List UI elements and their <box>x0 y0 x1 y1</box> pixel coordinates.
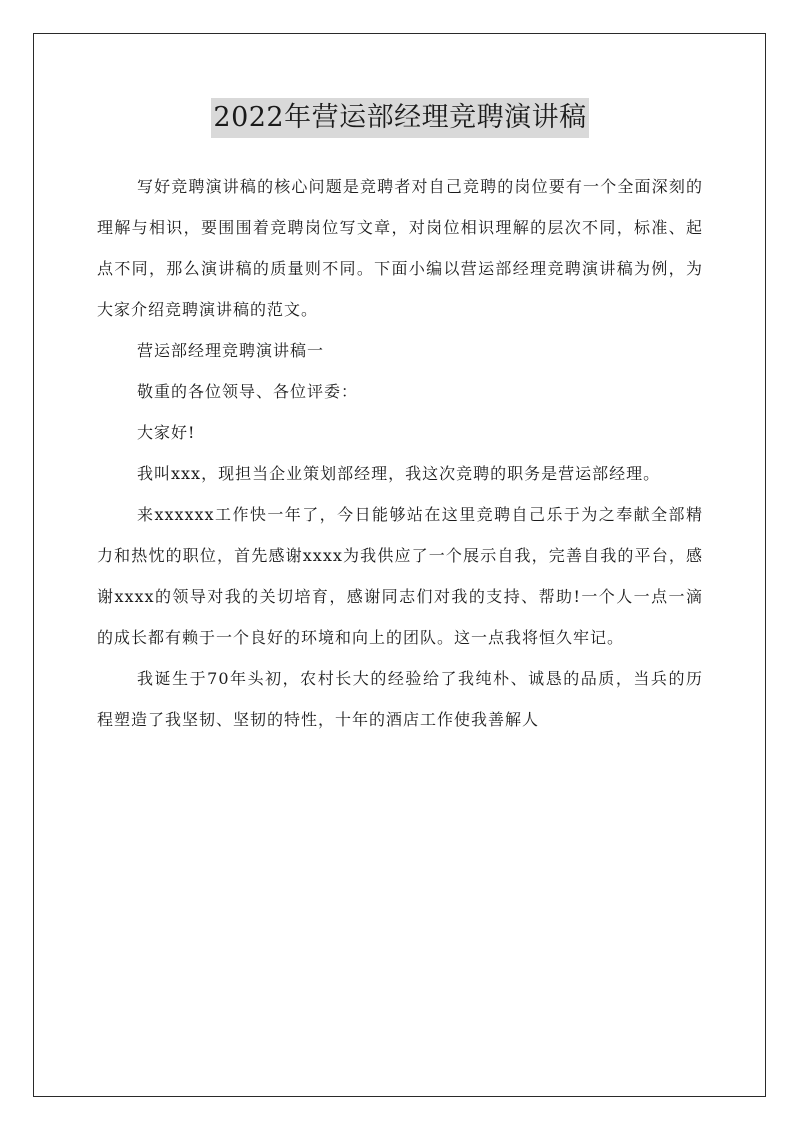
paragraph-section-heading: 营运部经理竞聘演讲稿一 <box>137 341 325 360</box>
paragraph-gratitude: 来xxxxxx工作快一年了，今日能够站在这里竞聘自己乐于为之奉献全部精力和热忱的职位，首先感谢xxxx为我供应了一个展示自我，完善自我的平台，感谢xxxx的领导对我的关切培育，感谢同志们对我的支持、帮助!一个人一点一滴的成长都有赖于一个良好的环境和向上的团队。这一点我将恒久牢记。 <box>97 505 703 647</box>
paragraph-background: 我诞生于70年头初，农村长大的经验给了我纯朴、诚恳的品质，当兵的历程塑造了我坚韧、坚韧的特性，十年的酒店工作使我善解人 <box>97 669 703 729</box>
paragraph-salutation: 敬重的各位领导、各位评委： <box>137 382 359 401</box>
document-title: 2022年营运部经理竞聘演讲稿 <box>211 98 588 138</box>
document-body <box>97 166 703 740</box>
title-container <box>0 98 800 138</box>
paragraph-self-introduction: 我叫xxx，现担当企业策划部经理，我这次竞聘的职务是营运部经理。 <box>137 464 661 483</box>
paragraph-greeting: 大家好! <box>137 423 196 442</box>
paragraph-intro: 写好竞聘演讲稿的核心问题是竞聘者对自己竞聘的岗位要有一个全面深刻的理解与相识，要围围着竞聘岗位写文章，对岗位相识理解的层次不同，标准、起点不同，那么演讲稿的质量则不同。下面小编以营运部经理竞聘演讲稿为例，为大家介绍竞聘演讲稿的范文。 <box>97 177 703 319</box>
